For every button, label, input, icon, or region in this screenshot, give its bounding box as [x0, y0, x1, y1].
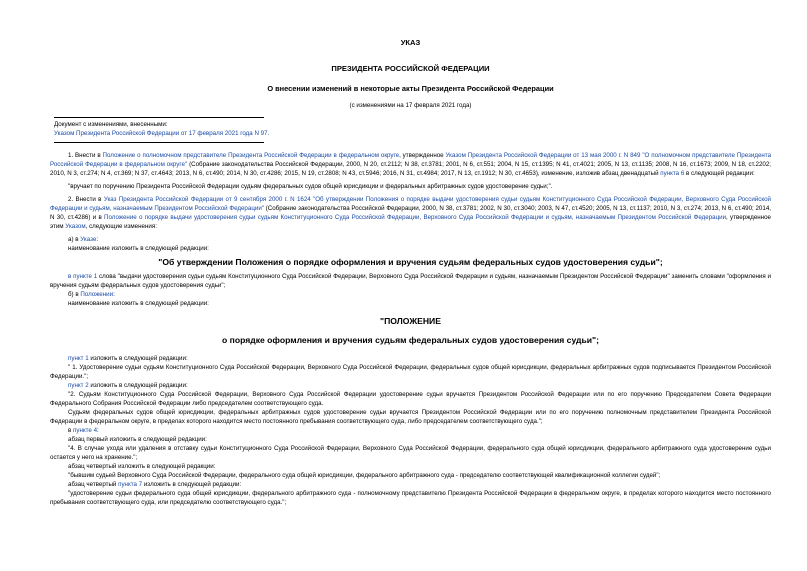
clause-1-link[interactable]: в пункте 1	[68, 273, 98, 280]
new-regulation-title: "ПОЛОЖЕНИЕ	[380, 316, 441, 326]
item-4-link[interactable]: пункте 4	[73, 427, 98, 434]
decree-link[interactable]: Указом	[65, 223, 86, 230]
item-7-quote: "удостоверение судьи федерального суда общей юрисдикции, федерального арбитражного суда - полномочному представителю Президента Российской Федерации в федеральном округе, в пределах которого находится место постоянного пребывания соответствующего суда, или председателю соответствующего суда.";	[50, 490, 771, 506]
regulation-1624-link[interactable]: Положение о порядке выдачи удостоверения судьи судьям Конституционного Суда Российской Федерации, Верховного Суда Российской Федерации и судьям, назначаемым Президентом Российской Федерации	[104, 214, 727, 221]
decree-ref-link[interactable]: Указе	[80, 236, 97, 243]
decree-subject: О внесении изменений в некоторые акты Президента Российской Федерации	[267, 84, 554, 93]
item-1-link[interactable]: пункт 1	[68, 355, 89, 362]
regulation-link[interactable]: Положение о полномочном представителе Президента Российской Федерации в федеральном округе	[102, 152, 400, 159]
clause-1: 1. Внести в Положение о полномочном представителе Президента Российской Федерации в федеральном округе, утвержденное Указом Президента Российской Федерации от 13 мая 2000 г. N 849 "О полномочном представителе Президента Российской Федерации в федеральном округе" (Собрание законодательства Российской Федерации, 2000, N 20, ст.2112; N 38, ст.3781; 2001, N 6, ст.551; 2004, N 15, ст.1395; N 41, ст.4021; 2005, N 13, ст.1135; 2008, N 16, ст.1673; 2009, N 18, ст.2202; 2010, N 3, ст.274; N 4, ст.369; N 37, ст.4643; 2013, N 6, ст.490; 2014, N 30, ст.4286; 2015, N 19, ст.2808; N 43, ст.5946; 2016, N 31, ст.4984; 2017, N 13, ст.1912; N 30, ст.4653), изменение, изложив абзац двенадцатый пункта 6 в следующей редакции:	[50, 152, 772, 177]
subclause-b: б) в Положении:	[68, 291, 115, 298]
decree-849-link[interactable]: Указом Президента Российской Федерации от 13 мая 2000 г. N 849 "О полномочном представителе Президента Российской Федерации в федеральном округе"	[50, 152, 772, 168]
item-7-intro: абзац четвертый пункта 7 изложить в следующей редакции:	[68, 481, 242, 488]
revision-note: (с изменениями на 17 февраля 2021 года)	[349, 102, 472, 109]
amendments-label: Документ с изменениями, внесенными:	[54, 121, 168, 128]
item-4-line-1: абзац первый изложить в следующей редакции:	[68, 436, 207, 443]
divider	[54, 117, 264, 118]
item-2-quote-2: Судьям федеральных судов общей юрисдикции, федеральных арбитражных судов удостоверение судьи вручается Президентом Российской Федерации или по его поручению полномочным представителем Президента Российской Федерации в федеральном округе, в пределах которого находится место постоянного пребывания соответствующего суда, либо председателем соответствующего суда.";	[50, 409, 771, 425]
clause-2: 2. Внести в Указ Президента Российской Федерации от 9 сентября 2000 г. N 1624 "Об утверждении Положения о порядке выдачи удостоверения судьи судьям Конституционного Суда Российской Федерации, Верховного Суда Российской Федерации и судьям, назначаемым Президентом Российской Федерации" (Собрание законодательства Российской Федерации, 2000, N 38, ст.3781; 2002, N 30, ст.3040; 2003, N 47, ст.4520; 2005, N 13, ст.1137; 2010, N 3, ст.274; 2013, N 6, ст.490; 2014, N 30, ст.4286) и в Положение о порядке выдачи удостоверения судьи судьям Конституционного Суда Российской Федерации, Верховного Суда Российской Федерации и судьям, назначаемым Президентом Российской Федерации, утвержденное этим Указом, следующие изменения:	[50, 196, 771, 230]
item-4-quote-2: "бывшим судьей Верховного Суда Российской Федерации, федерального суда общей юрисдикции, федерального арбитражного суда - председателю соответствующей квалификационной коллегии судей";	[68, 472, 661, 479]
item-2-quote-1: "2. Судьям Конституционного Суда Российской Федерации, Верховного Суда Российской Федерации удостоверение судьи вручается Президентом Российской Федерации или по его поручению Председателем Совета Федерации Федерального Собрания Российской Федерации либо председателем соответствующего суда.	[50, 391, 771, 407]
clause-1-quote: "вручает по поручению Президента Российской Федерации судьям федеральных судов общей юрисдикции и федеральных арбитражных судов удостоверение судьи;".	[68, 183, 553, 190]
decree-1624-link[interactable]: Указ Президента Российской Федерации от 9 сентября 2000 г. N 1624 "Об утверждении Положения о порядке выдачи удостоверения судьи судьям Конституционного Суда Российской Федерации, Верховного Суда Российской Федерации и судьям, назначаемым Президентом Российской Федерации"	[50, 196, 771, 212]
subclause-a: а) в Указе:	[68, 236, 99, 243]
amending-decree-link[interactable]: Указом Президента Российской Федерации от 17 февраля 2021 года N 97.	[54, 130, 270, 137]
new-decree-title: "Об утверждении Положения о порядке оформления и вручения судьям федеральных судов удостоверения судьи";	[158, 257, 663, 267]
subclause-b-line: наименование изложить в следующей редакции:	[68, 300, 209, 307]
decree-title: УКАЗ	[400, 38, 421, 47]
regulation-ref-link[interactable]: Положении	[80, 291, 114, 298]
divider	[54, 142, 264, 143]
item-4-intro: в пункте 4:	[68, 427, 99, 434]
subclause-a-line: наименование изложить в следующей редакции:	[68, 245, 209, 252]
item-2-intro: пункт 2 изложить в следующей редакции:	[68, 382, 188, 389]
subclause-a-change: в пункте 1 слова "выдачи удостоверения судьи судьям Конституционного Суда Российской Федерации, Верховного Суда Российской Федерации и судьям, назначаемым Президентом Российской Федерации" заменить словами "оформления и вручения судьям федеральных судов удостоверения судьи";	[50, 273, 771, 289]
decree-issuer: ПРЕЗИДЕНТА РОССИЙСКОЙ ФЕДЕРАЦИИ	[331, 64, 490, 73]
amendments-note	[50, 120, 771, 138]
item-7-link[interactable]: пункта 7	[118, 481, 143, 488]
item-1-intro: пункт 1 изложить в следующей редакции:	[68, 355, 188, 362]
item-4-line-2: абзац четвертый изложить в следующей редакции:	[68, 463, 216, 470]
item-2-link[interactable]: пункт 2	[68, 382, 89, 389]
item-4-quote-1: "4. В случае ухода или удаления в отставку судьи Конституционного Суда Российской Федерации, Верховного Суда Российской Федерации, федерального суда общей юрисдикции, федерального арбитражного суда удостоверение судьи остается у него на хранение.";	[50, 445, 771, 461]
clause-6-link[interactable]: пункта 6	[660, 170, 685, 177]
item-1-quote: " 1. Удостоверение судьи судьям Конституционного Суда Российской Федерации, Верховного Суда Российской Федерации, федеральных судов общей юрисдикции, федеральных арбитражных судов подписывается Президентом Российской Федерации.";	[50, 364, 771, 380]
new-regulation-subtitle: о порядке оформления и вручения судьям федеральных судов удостоверения судьи";	[222, 335, 599, 345]
